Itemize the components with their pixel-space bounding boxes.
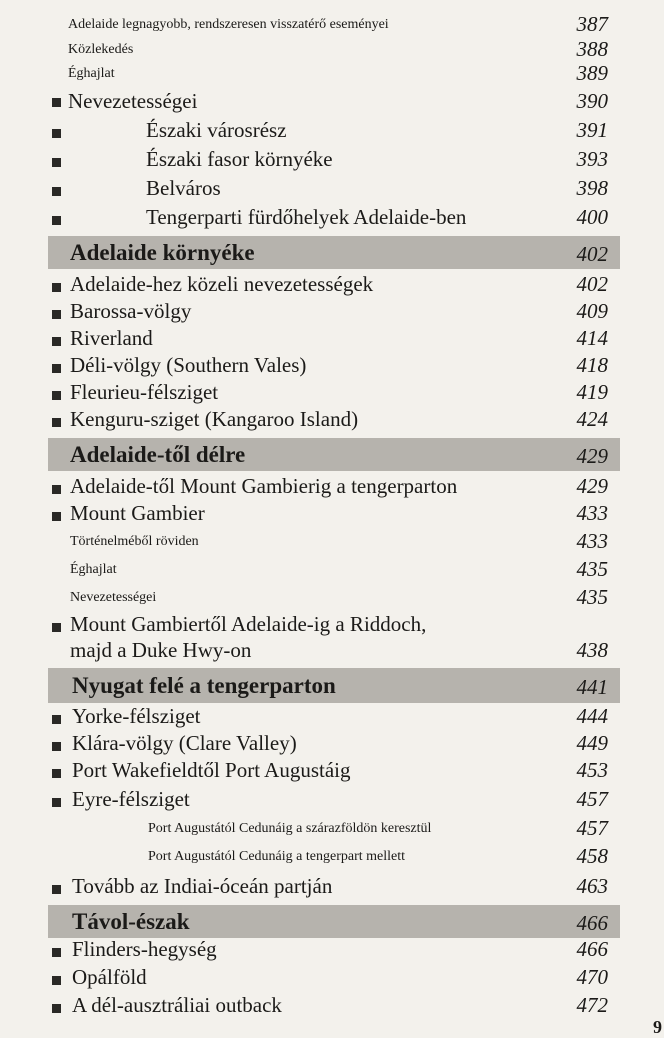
section-heading[interactable] bbox=[0, 240, 664, 270]
toc-entry[interactable] bbox=[0, 758, 664, 784]
entry-page: 409 bbox=[576, 299, 608, 323]
bullet-icon bbox=[52, 158, 61, 167]
section-page: 466 bbox=[576, 911, 608, 935]
entry-page: 388 bbox=[576, 37, 608, 61]
section-page: 441 bbox=[576, 675, 608, 699]
bullet-icon bbox=[52, 283, 61, 292]
entry-page: 433 bbox=[576, 529, 608, 553]
entry-label-continued: majd a Duke Hwy-on bbox=[70, 638, 252, 662]
entry-page: 463 bbox=[576, 874, 608, 898]
entry-label: Riverland bbox=[70, 326, 153, 350]
entry-label: Északi városrész bbox=[146, 118, 287, 142]
bullet-icon bbox=[52, 337, 61, 346]
toc-entry[interactable] bbox=[0, 529, 664, 554]
entry-label: Opálföld bbox=[72, 965, 147, 989]
bullet-icon bbox=[52, 1004, 61, 1013]
entry-page: 393 bbox=[576, 147, 608, 171]
section-title: Távol-észak bbox=[72, 909, 190, 934]
entry-label: Barossa-völgy bbox=[70, 299, 192, 323]
toc-entry[interactable] bbox=[0, 407, 664, 433]
entry-label: Éghajlat bbox=[68, 66, 115, 81]
section-heading[interactable] bbox=[0, 673, 664, 703]
entry-page: 429 bbox=[576, 474, 608, 498]
entry-page: 472 bbox=[576, 993, 608, 1017]
toc-entry[interactable] bbox=[0, 89, 664, 115]
toc-entry[interactable] bbox=[0, 557, 664, 582]
toc-entry[interactable] bbox=[0, 147, 664, 173]
entry-label: Északi fasor környéke bbox=[146, 147, 333, 171]
entry-label: Déli-völgy (Southern Vales) bbox=[70, 353, 307, 377]
entry-label: Nevezetességei bbox=[70, 590, 157, 605]
entry-label: Port Wakefieldtől Port Augustáig bbox=[72, 758, 351, 782]
bullet-icon bbox=[52, 769, 61, 778]
entry-page: 435 bbox=[576, 585, 608, 609]
bullet-icon bbox=[52, 623, 61, 632]
bullet-icon bbox=[52, 948, 61, 957]
entry-label: Éghajlat bbox=[70, 562, 117, 577]
toc-entry[interactable] bbox=[0, 12, 664, 36]
bullet-icon bbox=[52, 715, 61, 724]
bullet-icon bbox=[52, 98, 61, 107]
entry-page: 453 bbox=[576, 758, 608, 782]
entry-page: 457 bbox=[576, 816, 608, 840]
entry-page: 402 bbox=[576, 272, 608, 296]
bullet-icon bbox=[52, 742, 61, 751]
toc-entry[interactable] bbox=[0, 585, 664, 610]
entry-page: 424 bbox=[576, 407, 608, 431]
entry-label: Port Augustától Cedunáig a szárazföldön keresztül bbox=[148, 821, 432, 836]
toc-entry[interactable] bbox=[0, 731, 664, 757]
entry-page: 391 bbox=[576, 118, 608, 142]
toc-entry[interactable] bbox=[0, 704, 664, 730]
toc-entry[interactable] bbox=[0, 37, 664, 61]
section-title: Adelaide környéke bbox=[70, 240, 255, 265]
page-number: 9 bbox=[653, 1017, 662, 1037]
entry-label: Fleurieu-félsziget bbox=[70, 380, 219, 404]
section-title: Adelaide-től délre bbox=[70, 442, 246, 467]
entry-label: Adelaide legnagyobb, rendszeresen visszatérő eseményei bbox=[68, 17, 389, 32]
entry-page: 433 bbox=[576, 501, 608, 525]
entry-page: 414 bbox=[576, 326, 608, 350]
toc-entry[interactable] bbox=[0, 272, 664, 298]
bullet-icon bbox=[52, 418, 61, 427]
entry-page: 466 bbox=[576, 937, 608, 961]
section-page: 429 bbox=[576, 444, 608, 468]
entry-page: 400 bbox=[576, 205, 608, 229]
toc-entry[interactable] bbox=[0, 353, 664, 379]
bullet-icon bbox=[52, 976, 61, 985]
entry-label: Yorke-félsziget bbox=[72, 704, 201, 728]
section-heading[interactable] bbox=[0, 909, 664, 939]
entry-page: 419 bbox=[576, 380, 608, 404]
entry-label: Port Augustától Cedunáig a tengerpart mellett bbox=[148, 849, 405, 864]
bullet-icon bbox=[52, 129, 61, 138]
toc-entry[interactable] bbox=[0, 326, 664, 352]
entry-label: Kenguru-sziget (Kangaroo Island) bbox=[70, 407, 359, 431]
toc-entry[interactable] bbox=[0, 205, 664, 231]
entry-page: 390 bbox=[576, 89, 608, 113]
entry-page: 470 bbox=[576, 965, 608, 989]
section-title: Nyugat felé a tengerparton bbox=[72, 673, 336, 698]
entry-page: 444 bbox=[576, 704, 608, 728]
bullet-icon bbox=[52, 512, 61, 521]
entry-label: Történelméből röviden bbox=[70, 534, 199, 549]
entry-label: Mount Gambiertől Adelaide-ig a Riddoch, bbox=[70, 612, 427, 636]
entry-label: Adelaide-től Mount Gambierig a tengerparton bbox=[70, 474, 458, 498]
entry-page: 457 bbox=[576, 787, 608, 811]
toc-entry[interactable] bbox=[0, 874, 664, 900]
bullet-icon bbox=[52, 310, 61, 319]
toc-entry[interactable] bbox=[0, 474, 664, 500]
entry-label: Klára-völgy (Clare Valley) bbox=[72, 731, 297, 755]
toc-entry[interactable] bbox=[0, 61, 664, 85]
toc-entry[interactable] bbox=[0, 818, 664, 842]
toc-entry[interactable] bbox=[0, 501, 664, 527]
section-page: 402 bbox=[576, 242, 608, 266]
bullet-icon bbox=[52, 364, 61, 373]
entry-label: Eyre-félsziget bbox=[72, 787, 190, 811]
entry-page: 387 bbox=[576, 12, 608, 36]
bullet-icon bbox=[52, 485, 61, 494]
entry-page: 389 bbox=[576, 61, 608, 85]
entry-label: A dél-ausztráliai outback bbox=[72, 993, 282, 1017]
entry-page: 438 bbox=[576, 638, 608, 662]
toc-entry[interactable] bbox=[0, 612, 664, 664]
entry-label: Nevezetességei bbox=[68, 89, 198, 113]
entry-label: Tovább az Indiai-óceán partján bbox=[72, 874, 333, 898]
bullet-icon bbox=[52, 216, 61, 225]
toc-entry[interactable] bbox=[0, 846, 664, 870]
entry-page: 458 bbox=[576, 844, 608, 868]
bullet-icon bbox=[52, 391, 61, 400]
toc-entry[interactable] bbox=[0, 787, 664, 813]
entry-label: Belváros bbox=[146, 176, 221, 200]
toc-entry[interactable] bbox=[0, 937, 664, 963]
section-heading[interactable] bbox=[0, 442, 664, 472]
entry-label: Tengerparti fürdőhelyek Adelaide-ben bbox=[146, 205, 467, 229]
entry-page: 398 bbox=[576, 176, 608, 200]
toc-entry[interactable] bbox=[0, 965, 664, 991]
toc-entry[interactable] bbox=[0, 118, 664, 144]
toc-entry[interactable] bbox=[0, 299, 664, 325]
entry-label: Flinders-hegység bbox=[72, 937, 217, 961]
entry-label: Közlekedés bbox=[68, 42, 134, 57]
toc-entry[interactable] bbox=[0, 993, 664, 1019]
bullet-icon bbox=[52, 885, 61, 894]
entry-page: 449 bbox=[576, 731, 608, 755]
bullet-icon bbox=[52, 187, 61, 196]
entry-label: Adelaide-hez közeli nevezetességek bbox=[70, 272, 374, 296]
bullet-icon bbox=[52, 798, 61, 807]
toc-entry[interactable] bbox=[0, 380, 664, 406]
entry-label: Mount Gambier bbox=[70, 501, 205, 525]
entry-page: 418 bbox=[576, 353, 608, 377]
entry-page: 435 bbox=[576, 557, 608, 581]
toc-entry[interactable] bbox=[0, 176, 664, 202]
